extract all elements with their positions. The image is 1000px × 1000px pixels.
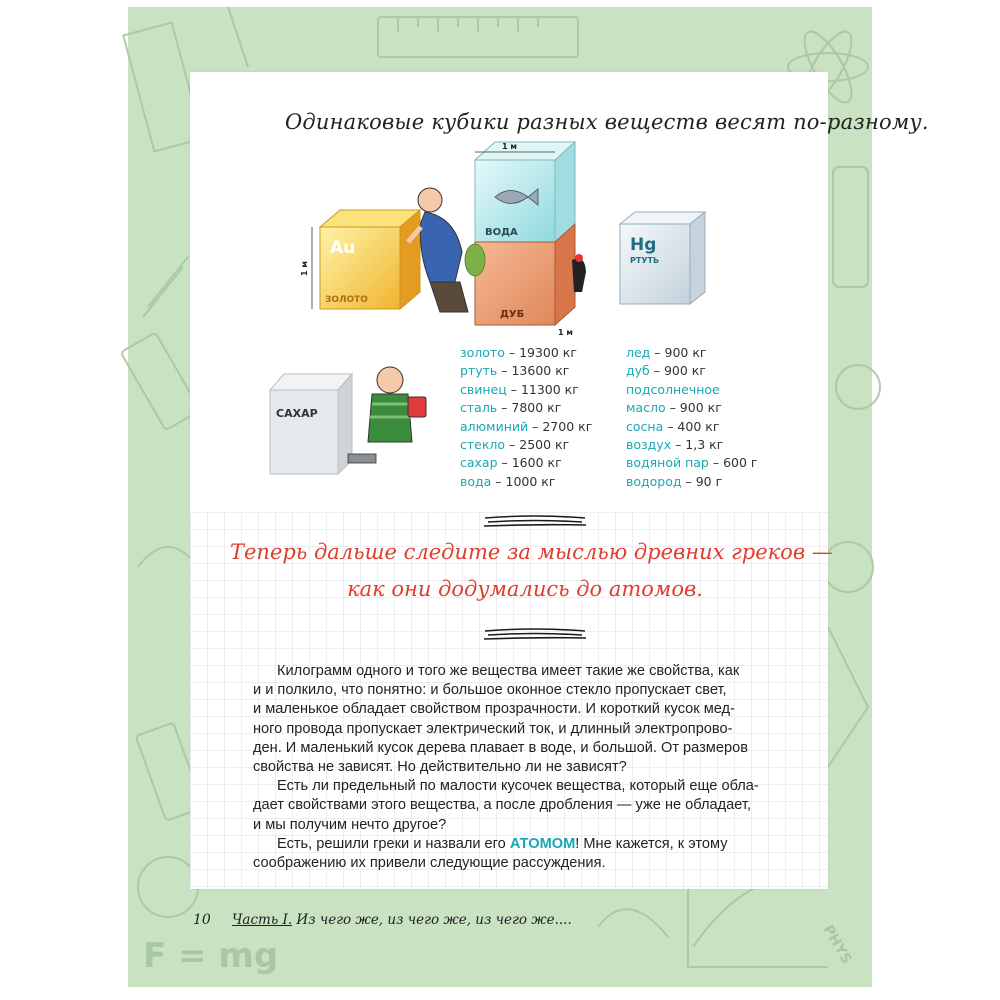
weight-item: вода – 1000 кг <box>460 473 556 489</box>
cup-icon <box>408 397 426 417</box>
oak-label: ДУБ <box>500 309 525 320</box>
footer-chapter-title: Из чего же, из чего же, из чего же.... <box>292 912 572 928</box>
atom-highlight: АТОМОМ <box>509 835 576 852</box>
body-line: свойства не зависят. Но действительно ли не зависят? <box>253 759 627 776</box>
divider-top <box>480 512 590 532</box>
divider-bottom <box>480 625 590 645</box>
gold-symbol: Au <box>330 238 356 258</box>
hammer-icon <box>348 454 376 463</box>
weight-item: золото – 19300 кг <box>460 345 577 360</box>
weight-item: подсолнечное <box>626 381 720 397</box>
gold-label: ЗОЛОТО <box>325 295 368 305</box>
weight-item: свинец – 11300 кг <box>460 381 579 397</box>
weight-item: стекло – 2500 кг <box>460 437 570 453</box>
woodpecker-icon <box>572 259 586 293</box>
weight-item: водород – 90 г <box>626 473 723 489</box>
weight-item: лед – 900 кг <box>626 345 707 360</box>
running-footer <box>232 912 572 928</box>
water-label: ВОДА <box>485 227 518 238</box>
body-line: ного провода пропускает электрический ток, и длинный электропрово- <box>253 720 733 737</box>
weight-item: сталь – 7800 кг <box>460 400 562 416</box>
quote-line-1: Теперь дальше следите за мыслью древних греков — <box>230 540 833 564</box>
page-heading: Одинаковые кубики разных веществ весят по-разному. <box>285 110 929 134</box>
weight-item: ртуть – 13600 кг <box>460 363 570 379</box>
dim-bottom-label: 1 м <box>558 328 573 337</box>
weight-item: сосна – 400 кг <box>626 418 720 434</box>
weight-item: алюминий – 2700 кг <box>460 418 593 434</box>
magnet-doodle <box>836 365 880 409</box>
body-line: ден. И маленький кусок дерева плавает в воде, и большой. От размеров <box>253 739 748 756</box>
gold-cube <box>300 210 420 309</box>
body-line: дает свойствами этого вещества, а после дробления — уже не обладает, <box>253 797 752 814</box>
mercury-label: РТУТЬ <box>630 256 660 265</box>
weight-item: водяной пар – 600 г <box>626 455 758 471</box>
svg-text:PHYS: PHYS <box>819 922 855 967</box>
body-line: и маленькое обладает свойством прозрачности. И короткий кусок мед- <box>253 701 735 718</box>
sugar-cube <box>270 374 352 474</box>
body-text <box>253 662 813 873</box>
body-line-atom: Есть, решили греки и назвали его АТОМОМ! Мне кажется, к этому <box>277 835 728 852</box>
weights-list-left <box>460 344 592 491</box>
page-number: 10 <box>193 912 211 928</box>
formula-doodle: F = mg <box>143 936 279 976</box>
footer-part: Часть I. <box>232 912 293 928</box>
weight-item: воздух – 1,3 кг <box>626 437 724 453</box>
boy-figure <box>348 367 426 463</box>
body-line: Есть ли предельный по малости кусочек вещества, который еще обла- <box>277 778 759 795</box>
dim-side-label: 1 м <box>300 261 309 276</box>
syringe-doodle <box>121 332 201 430</box>
weights-list-right <box>626 344 757 491</box>
dim-top-label: 1 м <box>502 142 517 151</box>
mercury-symbol: Hg <box>630 235 657 255</box>
quote-line-2: как они додумались до атомов. <box>347 577 703 601</box>
weight-item: дуб – 900 кг <box>626 363 706 379</box>
sugar-label: САХАР <box>276 407 318 420</box>
body-line: и и полкило, что понятно: и большое оконное стекло пропускает свет, <box>253 682 727 699</box>
weight-item: масло – 900 кг <box>626 400 722 416</box>
water-cube <box>475 142 575 242</box>
page-sheet <box>190 72 929 889</box>
body-line: соображению их привели следующие рассуждения. <box>253 855 606 872</box>
mercury-cube <box>620 212 705 304</box>
body-line: Килограмм одного и того же вещества имеет такие же свойства, как <box>277 663 740 679</box>
weight-item: сахар – 1600 кг <box>460 455 562 471</box>
body-line: и мы получим нечто другое? <box>253 816 447 833</box>
